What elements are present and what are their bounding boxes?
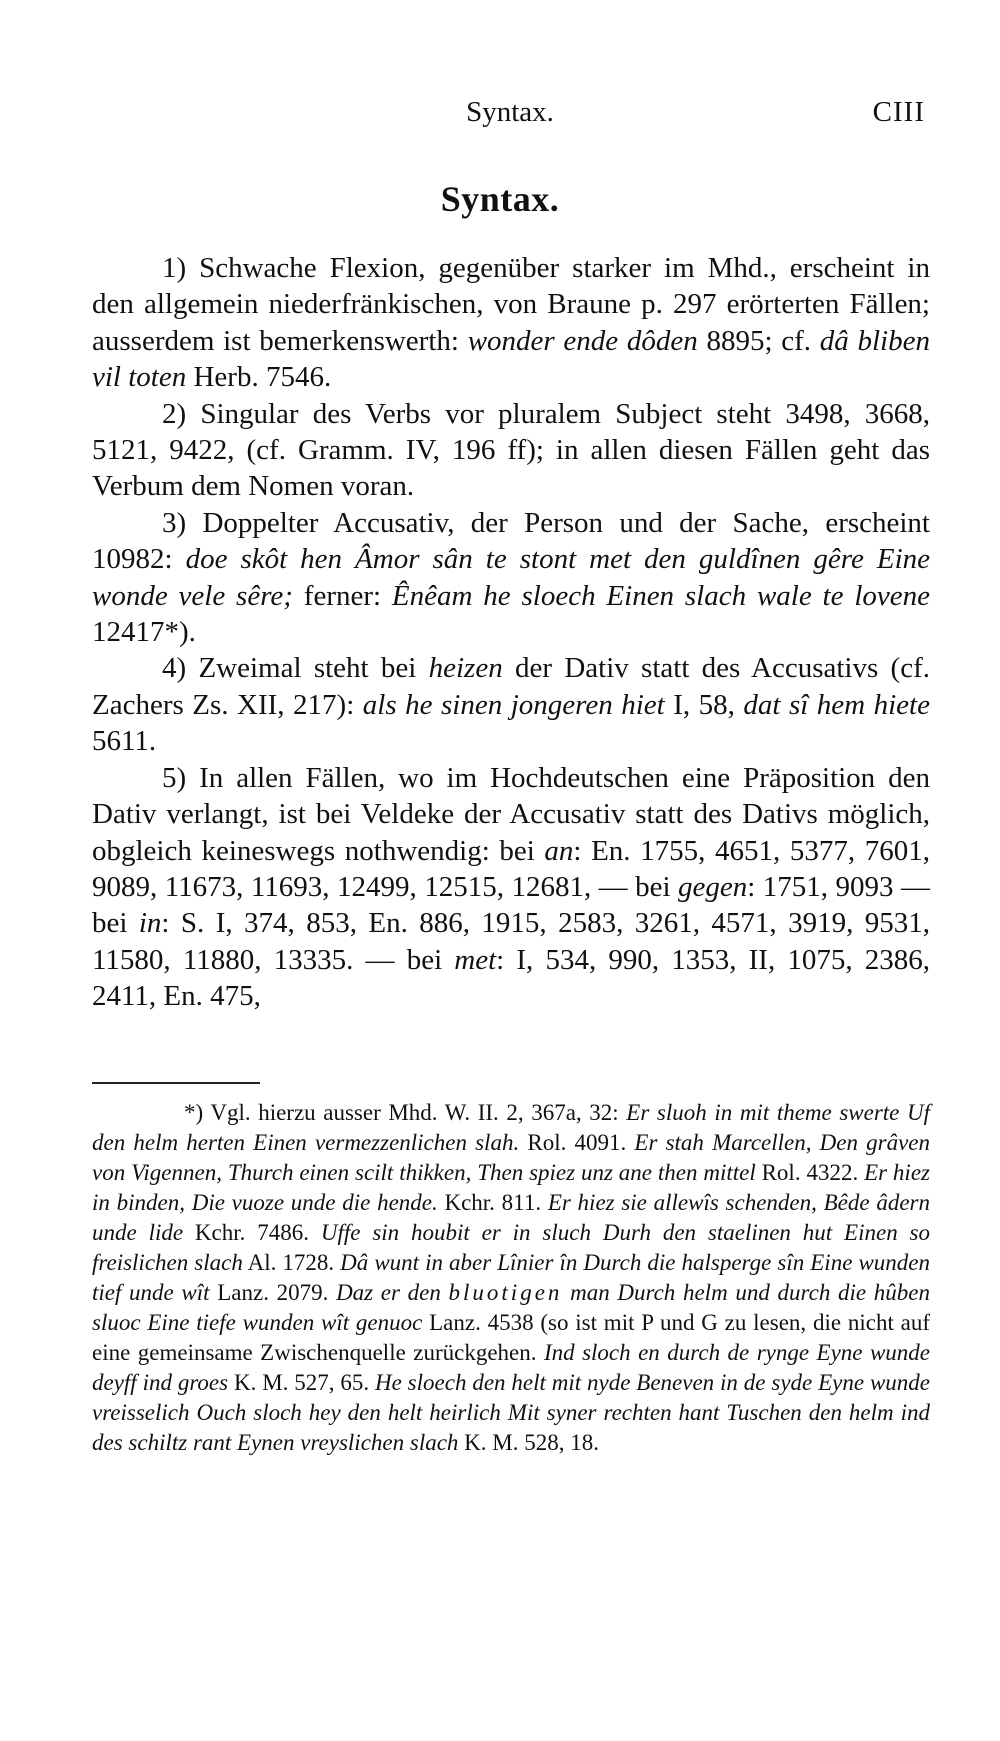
text-run: Rol. 4091. [519, 1130, 635, 1155]
italic-quote: dâ bliben vil toten [92, 324, 930, 394]
text-run: Lanz. 2079. [209, 1280, 337, 1305]
italic-quote: Uffe sin houbit er in sluch Durh den staelinen hut Einen so freislichen slach [92, 1220, 930, 1275]
running-header [95, 96, 925, 136]
text-run: 1) Schwache Flexion, gegenüber starker im Mhd., erscheint in den allgemein niederfränkischen, von Braune p. 297 erörterten Fällen; ausserdem ist bemerkenswerth: [92, 252, 930, 357]
spaced-italic-word: bluotigen [448, 1280, 563, 1305]
italic-quote: Er hiez in binden, Die vuoze unde die hende. [92, 1160, 930, 1215]
italic-quote: heizen [428, 652, 503, 685]
paragraph-5 [92, 760, 930, 1015]
text-run: K. M. 527, 65. [228, 1370, 375, 1395]
italic-quote: Ênêam he sloech Einen slach wale te lovene [391, 579, 930, 612]
footnote-paragraph [92, 1098, 930, 1458]
italic-quote: als he sinen jongeren hiet [362, 688, 665, 721]
text-run: Al. 1728. [242, 1250, 341, 1275]
text-run: ferner: [292, 579, 392, 612]
italic-quote: an [544, 834, 574, 867]
italic-quote: Er hiez sie allewîs schenden, Bêde âdern unde lide [92, 1190, 930, 1245]
text-run: 12417*). [92, 616, 196, 649]
footnote-rule [92, 1082, 260, 1084]
italic-quote: wonder ende dôden [467, 324, 698, 357]
italic-quote: gegen [678, 870, 748, 903]
text-run: : 1751, 9093 — bei [92, 870, 930, 940]
text-run: der Dativ statt des Accusativs (cf. Zachers Zs. XII, 217): [92, 652, 930, 721]
paragraph-4 [92, 650, 930, 759]
text-run: K. M. 528, 18. [458, 1430, 599, 1455]
italic-quote: Ind sloch en durch de rynge Eyne wunde deyff ind groes [92, 1340, 930, 1395]
paragraph-3 [92, 505, 930, 651]
text-run: Herb. 7546. [186, 361, 332, 394]
italic-quote: in [138, 907, 162, 940]
text-run: 8895; cf. [697, 324, 820, 357]
footnote [92, 1098, 930, 1458]
text-run: 4) Zweimal steht bei [162, 652, 429, 685]
running-title: Syntax. [466, 96, 554, 128]
text-run: 3) Doppelter Accusativ, der Person und der Sache, erscheint 10982: [92, 506, 930, 576]
italic-quote: met [454, 943, 497, 976]
italic-quote: dat sî hem hiete [743, 688, 930, 721]
text-run: 5) In allen Fällen, wo im Hochdeutschen eine Präposition den Dativ verlangt, ist bei Veldeke der Accusativ statt des Dativs möglich, obgleich keineswegs nothwendig: bei [92, 761, 930, 867]
text-run: : En. 1755, 4651, 5377, 7601, 9089, 11673, 11693, 12499, 12515, 12681, — bei [92, 834, 930, 903]
paragraph-2 [92, 396, 930, 505]
italic-quote: Dâ wunt in aber Lînier în Durch die halsperge sîn Eine wunden tief unde wît [92, 1250, 930, 1305]
text-run: : I, 534, 990, 1353, II, 1075, 2386, 2411, En. 475, [92, 943, 931, 1013]
italic-quote: doe skôt hen Âmor sân te stont met den guldînen gêre Eine wonde vele sêre; [92, 543, 931, 612]
text-run: Rol. 4322. [755, 1160, 865, 1185]
section-title: Syntax. [440, 179, 560, 219]
italic-quote: man Durch helm und durch die hûben sluoc Eine tiefe wunden wît genuoc [92, 1280, 930, 1335]
text-run: : S. I, 374, 853, En. 886, 1915, 2583, 3261, 4571, 3919, 9531, 11580, 11880, 13335. — bei [92, 907, 930, 976]
italic-quote: Daz er den [336, 1280, 449, 1305]
page-number: CIII [872, 96, 925, 128]
text-run: Lanz. 4538 (so ist mit P und G zu lesen, die nicht auf eine gemeinsame Zwischenquelle zurückgehen. [92, 1310, 930, 1365]
text-run: Kchr. 7486. [183, 1220, 321, 1245]
text-run: *) Vgl. hierzu ausser Mhd. W. II. 2, 367a, 32: [184, 1100, 627, 1125]
text-run: 5611. [92, 725, 157, 758]
text-run: 2) Singular des Verbs vor pluralem Subject steht 3498, 3668, 5121, 9422, (cf. Gramm. IV, 196 ff); in allen diesen Fällen geht das Verbum dem Nomen voran. [92, 397, 930, 503]
main-text [92, 250, 930, 1015]
text-run: I, 58, [664, 688, 744, 721]
italic-quote: He sloech den helt mit nyde Beneven in de syde Eyne wunde vreisselich Ouch sloch hey den helt heirlich Mit syner rechten hant Tuschen den helm ind des schiltz rant Eynen vreyslichen slach [92, 1370, 931, 1455]
italic-quote: Er stah Marcellen, Den grâven von Vigennen, Thurch einen scilt thikken, Then spiez unz ane then mittel [92, 1130, 930, 1185]
text-run: Kchr. 811. [437, 1190, 548, 1215]
paragraph-1 [92, 250, 930, 396]
italic-quote: Er sluoh in mit theme swerte Uf den helm herten Einen vermezzenlichen slah. [92, 1100, 930, 1155]
